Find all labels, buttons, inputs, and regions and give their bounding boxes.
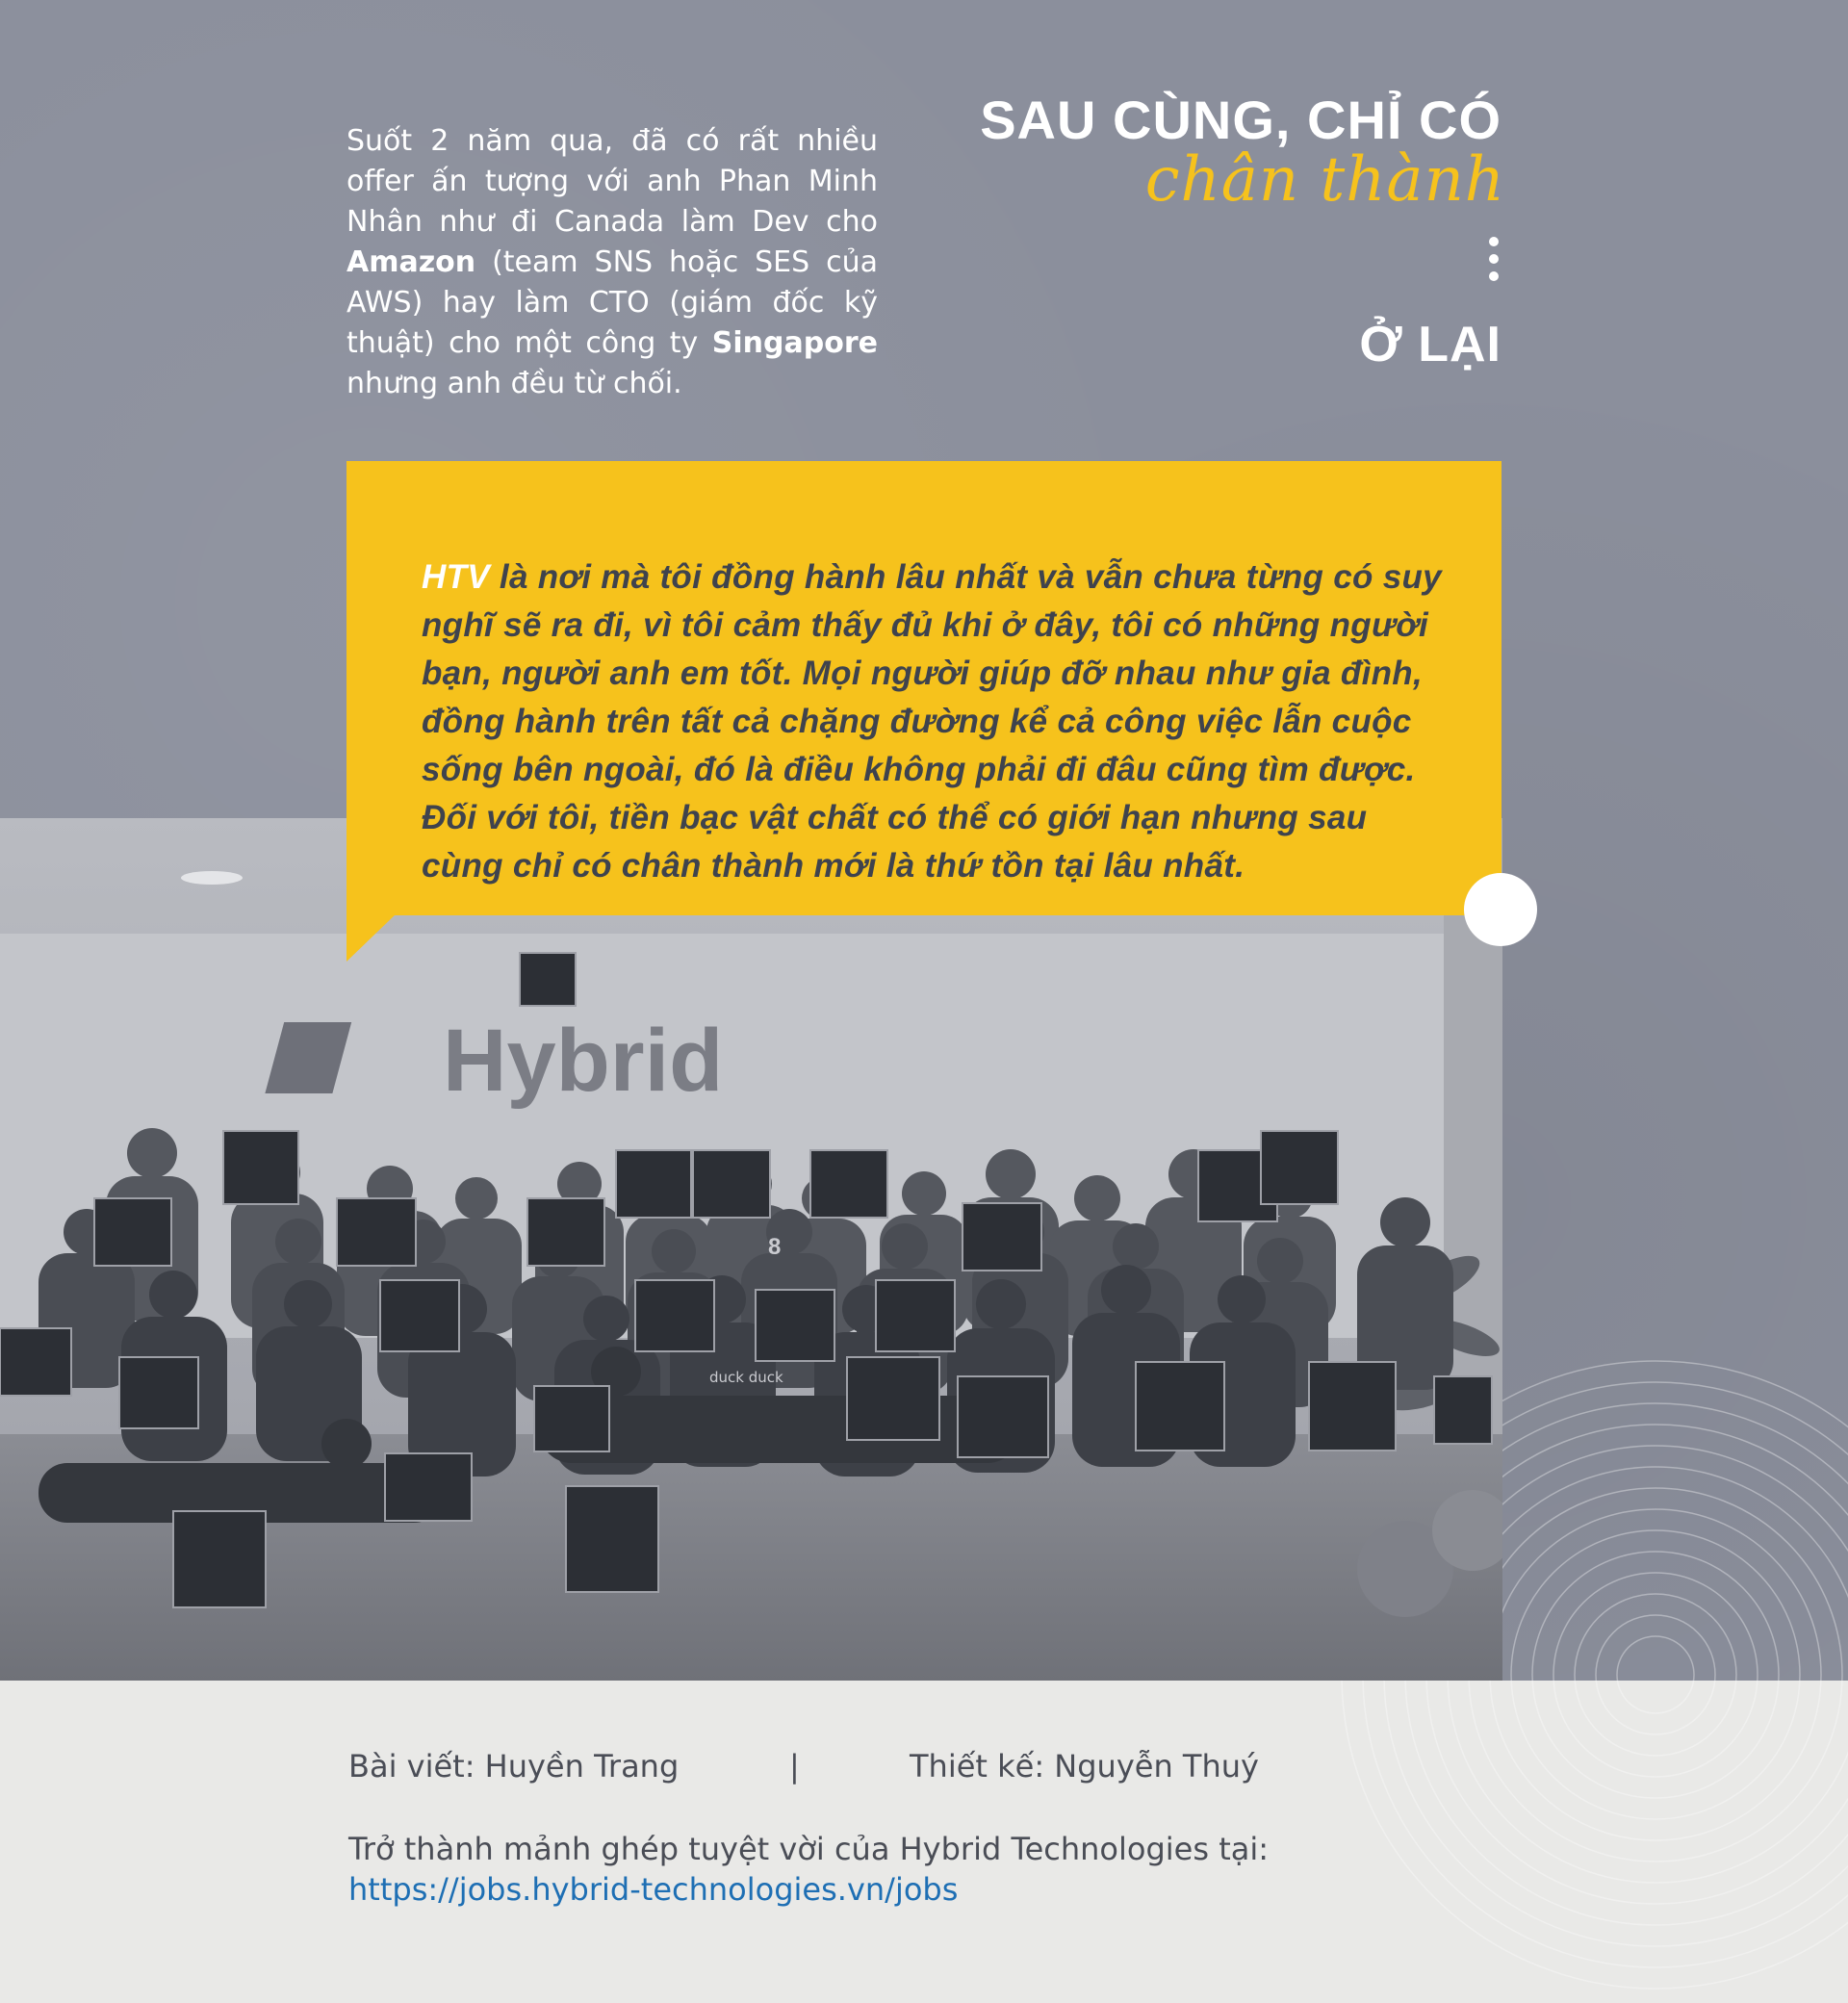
quote-text	[422, 553, 1455, 890]
decorative-white-circle	[1464, 873, 1537, 946]
quote-body: là nơi mà tôi đồng hành lâu nhất và vẫn chưa từng có suy nghĩ sẽ ra đi, vì tôi cảm thấy đủ khi ở đây, tôi có những người bạn, người anh em tốt. Mọi người giúp đỡ nhau như gia đình, đồng hành trên tất cả chặng đường kể cả công việc lẫn cuộc sống bên ngoài, đó là điều không phải đi đâu cũng tìm được. Đối với tôi, tiền bạc vật chất có thể có giới hạn nhưng sau cùng chỉ có chân thành mới là thứ tồn tại lâu nhất.	[422, 558, 1442, 885]
jobs-link[interactable]: https://jobs.hybrid-technologies.vn/jobs	[348, 1871, 959, 1908]
intro-text-1: Suốt 2 năm qua, đã có rất nhiều offer ấn tượng với anh Phan Minh Nhân như đi Canada làm Dev cho	[346, 124, 878, 239]
headline-line-1: SAU CÙNG, CHỈ CÓ	[980, 90, 1502, 150]
cta-block	[348, 1829, 1269, 1910]
credit-separator: |	[789, 1748, 800, 1785]
intro-text-3: nhưng anh đều từ chối.	[346, 367, 682, 400]
jersey-number: 8	[768, 1234, 782, 1260]
group-photo	[0, 818, 1502, 1681]
intro-bold-amazon: Amazon	[346, 245, 476, 279]
cta-text: Trở thành mảnh ghép tuyệt vời của Hybrid Technologies tại:	[348, 1831, 1270, 1867]
intro-text-2: (team SNS hoặc SES của AWS) hay làm CTO (giám đốc kỹ thuật) cho một công ty	[346, 245, 878, 360]
intro-paragraph	[346, 121, 878, 404]
headline-line-2: Ở LẠI	[1359, 317, 1502, 372]
designer-credit: Thiết kế: Nguyễn Thuý	[910, 1748, 1259, 1785]
intro-bold-singapore: Singapore	[711, 326, 878, 360]
vertical-dots-icon	[1487, 237, 1501, 291]
wall-logo-text: Hybrid	[443, 1012, 724, 1110]
quote-box-tail	[346, 913, 397, 962]
headline-script: chân thành	[1144, 144, 1505, 216]
shirt-text: duck duck	[709, 1369, 783, 1386]
author-credit: Bài viết: Huyền Trang	[348, 1748, 680, 1785]
quote-highlight: HTV	[422, 558, 490, 596]
